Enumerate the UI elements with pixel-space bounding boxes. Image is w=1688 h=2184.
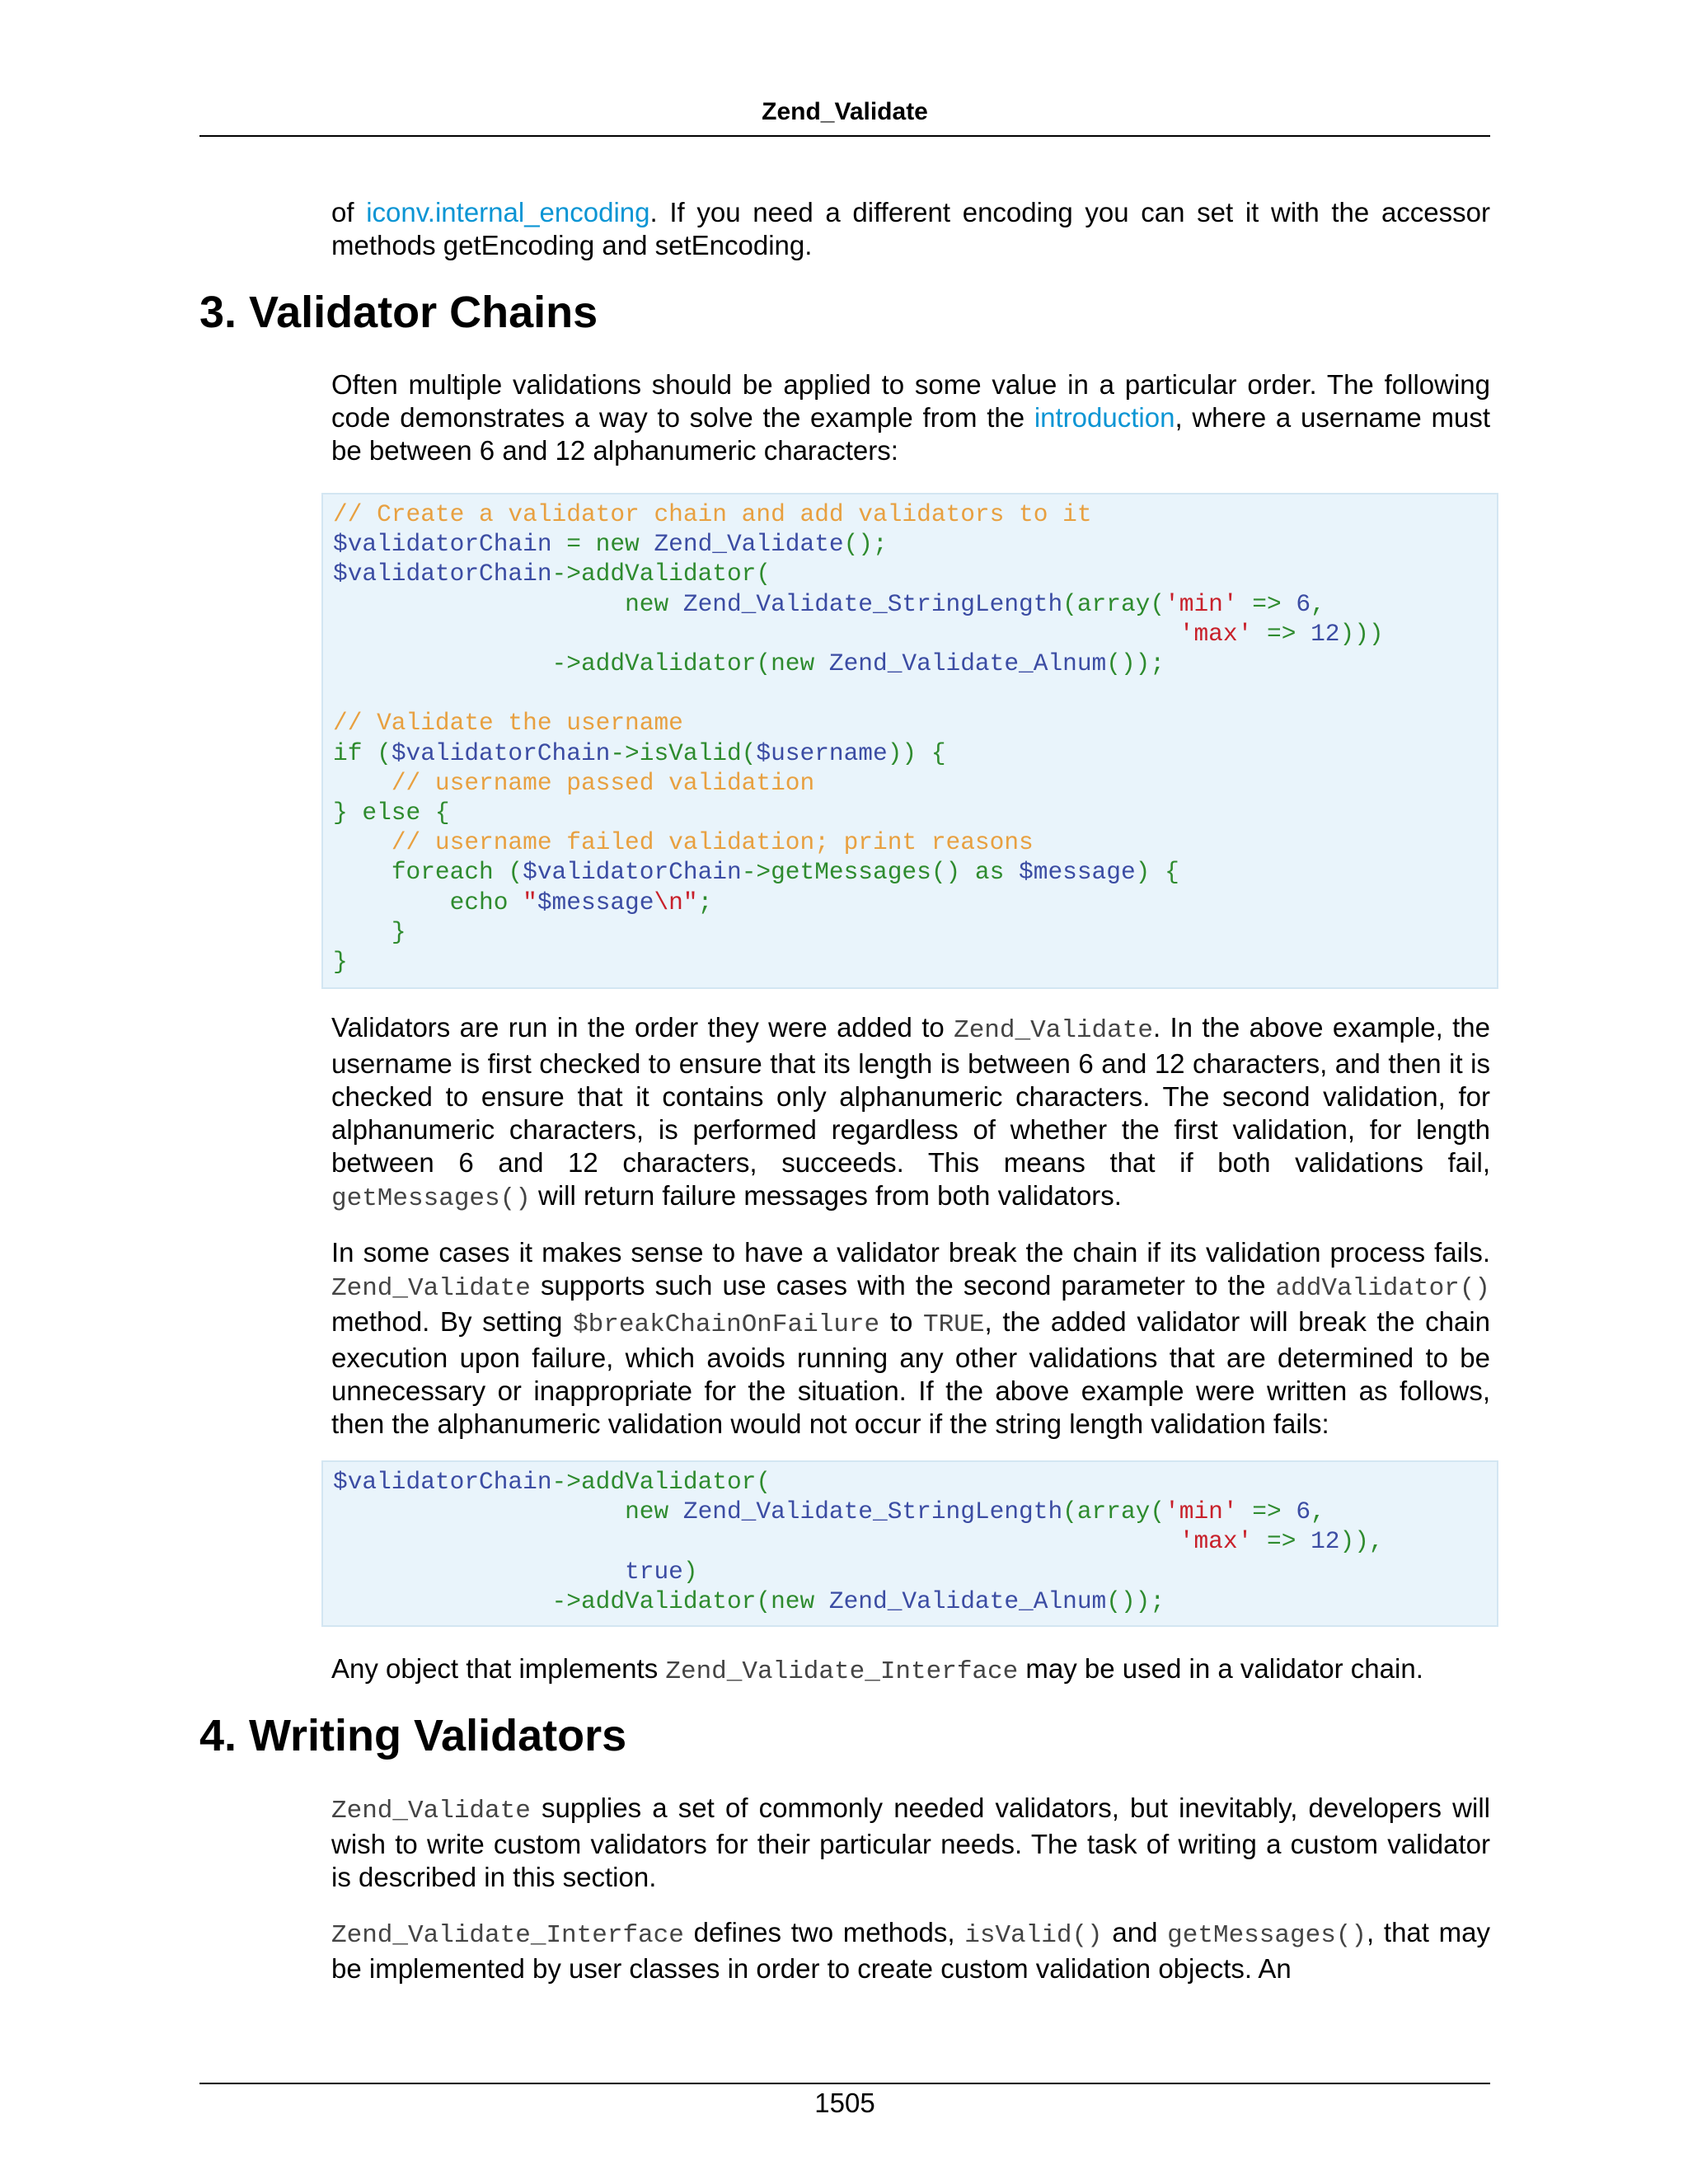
code-string: 'max' [1179, 1527, 1253, 1556]
code-keyword: new [625, 589, 683, 618]
code-class: Zend_Validate_Alnum [828, 1586, 1107, 1615]
code-variable: $message [537, 888, 654, 916]
paragraph-text-rest: , where a username must be between 6 and 12 alphanumeric characters: [331, 402, 1490, 466]
code-line [333, 1587, 1165, 1615]
code-indent [333, 1558, 625, 1586]
code-number: 12 [1311, 1527, 1340, 1556]
code-variable: $validatorChain [333, 1468, 552, 1496]
footer-rule [199, 2083, 1490, 2084]
code-variable: $message [1019, 858, 1136, 887]
code-indent [333, 888, 450, 916]
code-indent [333, 769, 392, 797]
inline-code: Zend_Validate [331, 1797, 531, 1825]
code-line [333, 769, 814, 797]
inline-code: Zend_Validate [331, 1274, 531, 1303]
paragraph-text: to [879, 1306, 924, 1337]
code-indent [333, 828, 392, 856]
code-keyword: new [595, 530, 654, 559]
code-keyword: if ( [333, 738, 392, 767]
code-punct: )), [1339, 1527, 1384, 1556]
paragraph-text: , that may be implemented by user classes in order to create custom validation objects. An [331, 1917, 1490, 1984]
paragraph-text: Often multiple validations should be applied to some value in a particular order. The following code demonstrates a way to solve the example from the [331, 369, 1490, 433]
intro-paragraph [331, 196, 1490, 262]
code-call: ->addValidator( [551, 560, 771, 588]
code-line [333, 828, 1034, 856]
code-line [333, 530, 888, 558]
code-line [333, 1468, 771, 1496]
introduction-link[interactable]: introduction [1034, 402, 1175, 433]
execution-order-paragraph [331, 1011, 1490, 1216]
code-line [333, 1558, 698, 1586]
paragraph-text: Validators are run in the order they were added to [331, 1012, 954, 1043]
code-comment: // username passed validation [391, 768, 815, 797]
code-punct: } [391, 917, 406, 946]
page-number: 1505 [814, 2088, 875, 2118]
header-rule [199, 135, 1490, 137]
code-variable: $validatorChain [333, 530, 552, 559]
inline-code: Zend_Validate_Interface [331, 1921, 684, 1950]
code-punct: , [1311, 589, 1325, 618]
code-comment: // Validate the username [333, 709, 683, 738]
code-line [333, 560, 771, 588]
code-string: 'min' [1165, 589, 1238, 618]
paragraph-text: method. By setting [331, 1306, 574, 1337]
code-call: ->addValidator( [551, 649, 771, 678]
code-constant: true [625, 1557, 683, 1586]
code-call: ->getMessages() as [741, 858, 1020, 887]
code-operator: => [1252, 619, 1311, 648]
code-line [333, 948, 348, 976]
code-variable: $validatorChain [333, 560, 552, 588]
code-variable: $username [756, 738, 888, 767]
code-line [333, 620, 1384, 648]
code-keyword: foreach ( [391, 858, 523, 887]
code-punct: ()); [1106, 1586, 1165, 1615]
inline-code: addValidator() [1275, 1274, 1490, 1303]
code-call: (array( [1062, 1497, 1165, 1526]
paragraph-text: supports such use cases with the second parameter to the [530, 1270, 1276, 1301]
paragraph-text: defines two methods, [683, 1917, 965, 1947]
code-indent [333, 590, 625, 618]
code-line [333, 888, 712, 916]
code-line [333, 709, 683, 737]
code-number: 12 [1311, 619, 1340, 648]
code-escape: \n [654, 888, 683, 916]
interface-methods-paragraph [331, 1916, 1490, 1985]
chains-intro-paragraph [331, 368, 1490, 467]
inline-code: $breakChainOnFailure [573, 1310, 880, 1339]
code-keyword: new [771, 649, 829, 678]
inline-code: Zend_Validate [954, 1016, 1153, 1045]
paragraph-text: . In the above example, the username is first checked to ensure that its length is between 6 and 12 characters, and then it is checked to ensure that it contains only alphanumeric characters. The second validation, for alphanumeric characters, is performed regardless of whether the first validation, for length between 6 and 12 characters, succeeds. This means that if both validations fail, [331, 1012, 1490, 1178]
code-punct: ) [682, 1557, 698, 1586]
inline-code: getMessages() [331, 1184, 531, 1213]
code-string: 'min' [1165, 1497, 1238, 1526]
code-keyword: echo [449, 888, 523, 916]
intro-text: of [331, 197, 367, 227]
code-punct: } [333, 948, 348, 977]
code-operator: => [1252, 1527, 1311, 1556]
code-indent [333, 858, 392, 886]
code-comment: // Create a validator chain and add validators to it [333, 500, 1092, 528]
code-punct: ) { [1135, 858, 1179, 887]
code-class: Zend_Validate_StringLength [682, 1497, 1063, 1526]
code-line [333, 918, 406, 946]
code-operator: => [1237, 589, 1296, 618]
code-line [333, 590, 1325, 618]
code-block-break-chain [321, 1460, 1498, 1627]
code-string: " [523, 888, 537, 916]
inline-code: Zend_Validate_Interface [665, 1657, 1019, 1686]
code-call: ->addValidator( [551, 1468, 771, 1496]
section-heading-writing-validators: 4. Writing Validators [199, 1711, 627, 1760]
code-line [333, 739, 946, 767]
code-call: ->addValidator( [551, 1586, 771, 1615]
code-line [333, 858, 1179, 886]
iconv-encoding-link[interactable]: iconv.internal_encoding [366, 197, 650, 227]
code-number: 6 [1296, 1497, 1311, 1526]
writing-validators-paragraph [331, 1792, 1490, 1894]
code-indent [333, 1527, 1179, 1555]
paragraph-text: In some cases it makes sense to have a validator break the chain if its validation process fails. [331, 1237, 1490, 1268]
paragraph-text: will return failure messages from both validators. [530, 1180, 1122, 1211]
code-call: ->isValid( [610, 738, 757, 767]
paragraph-text: may be used in a validator chain. [1018, 1653, 1423, 1684]
break-chain-paragraph [331, 1236, 1490, 1441]
code-class: Zend_Validate_Alnum [828, 649, 1107, 678]
paragraph-text: , the added validator will break the chain execution upon failure, which avoids running any other validations that are determined to be unnecessary or inappropriate for the situation. If the above example were written as follows, then the alphanumeric validation would not occur if the string length validation fails: [331, 1306, 1491, 1439]
code-operator: = [551, 530, 596, 559]
code-number: 6 [1296, 589, 1311, 618]
code-indent [333, 1587, 552, 1615]
code-string: 'max' [1179, 619, 1253, 648]
inline-code: TRUE [923, 1310, 985, 1339]
running-header: Zend_Validate [762, 98, 928, 125]
code-line [333, 500, 1092, 528]
code-punct: ))) [1339, 619, 1384, 648]
inline-code: isValid() [964, 1921, 1103, 1950]
code-indent [333, 649, 552, 677]
section-heading-validator-chains: 3. Validator Chains [199, 288, 598, 337]
code-variable: $validatorChain [523, 858, 742, 887]
code-line [333, 1527, 1384, 1555]
code-punct: , [1311, 1497, 1325, 1526]
paragraph-text: Any object that implements [331, 1653, 666, 1684]
code-punct: ; [697, 888, 713, 916]
code-line [333, 1497, 1325, 1526]
code-punct: ()); [1106, 649, 1165, 678]
inline-code: getMessages() [1167, 1921, 1367, 1950]
code-class: Zend_Validate_StringLength [682, 589, 1063, 618]
code-punct: )) { [887, 738, 946, 767]
code-indent [333, 620, 1179, 648]
code-class: Zend_Validate [654, 530, 844, 559]
code-keyword: new [625, 1497, 683, 1526]
code-indent [333, 918, 392, 946]
code-block-validator-chain [321, 493, 1498, 989]
code-keyword: } else { [333, 799, 450, 827]
code-comment: // username failed validation; print reasons [391, 828, 1034, 857]
code-punct: (); [843, 530, 888, 559]
code-line [333, 799, 450, 827]
code-line [333, 649, 1165, 677]
interface-chain-paragraph [331, 1652, 1490, 1689]
code-indent [333, 1497, 625, 1526]
code-operator: => [1237, 1497, 1296, 1526]
paragraph-text: and [1102, 1917, 1168, 1947]
code-keyword: new [771, 1586, 829, 1615]
code-call: (array( [1062, 589, 1165, 618]
intro-text-rest: . If you need a different encoding you can set it with the accessor methods getEncoding and setEncoding. [331, 197, 1490, 260]
paragraph-text: supplies a set of commonly needed validators, but inevitably, developers will wish to write custom validators for their particular needs. The task of writing a custom validator is described in this section. [331, 1793, 1490, 1892]
code-string: " [682, 888, 698, 916]
code-variable: $validatorChain [391, 738, 611, 767]
